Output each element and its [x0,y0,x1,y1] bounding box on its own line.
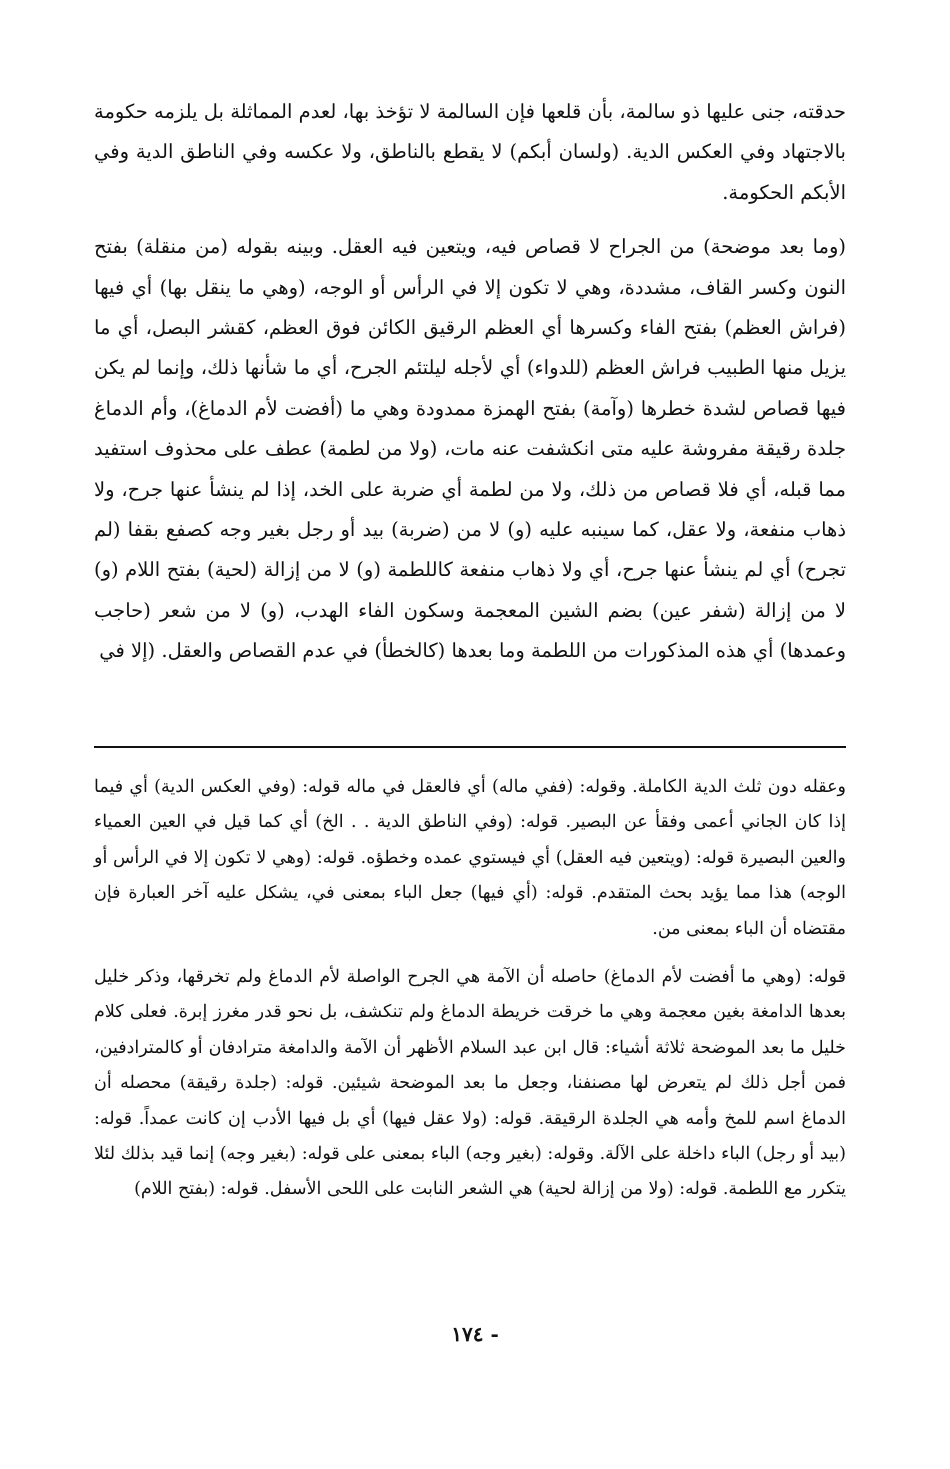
main-text [94,92,846,672]
page-number: - ١٧٤ [451,1322,499,1346]
footnote-divider [94,746,846,748]
footnote-paragraph-1: وعقله دون ثلث الدية الكاملة. وقوله: (ففي ماله) أي فالعقل في ماله قوله: (وفي العكس الدية) أي فيما إذا كان الجاني أعمى وفقأ عن البصير. قوله: (وفي الناطق الدية . . الخ) أي كما قيل في العين العمياء والعين البصيرة قوله: (ويتعين فيه العقل) أي فيستوي عمده وخطؤه. قوله: (وهي لا تكون إلا في الرأس أو الوجه) هذا مما يؤيد بحث المتقدم. قوله: (أي فيها) جعل الباء بمعنى في، يشكل عليه آخر العبارة فإن مقتضاه أن الباء بمعنى من. [94,777,846,939]
footnotes [94,770,846,1208]
main-paragraph-1: حدقته، جنى عليها ذو سالمة، بأن قلعها فإن السالمة لا تؤخذ بها، لعدم المماثلة بل يلزمه حكومة بالاجتهاد وفي العكس الدية. (ولسان أبكم) لا يقطع بالناطق، ولا عكسه وفي الناطق الدية وفي الأبكم الحكومة. [94,100,846,204]
footnote-paragraph-2: قوله: (وهي ما أفضت لأم الدماغ) حاصله أن الآمة هي الجرح الواصلة لأم الدماغ ولم تخرقها، وذكر خليل بعدها الدامغة بغين معجمة وهي ما خرقت خريطة الدماغ ولم تنكشف، بل نحو قدر مغرز إبرة. فعلى كلام خليل ما بعد الموضحة ثلاثة أشياء: قال ابن عبد السلام الأظهر أن الآمة والدامغة مترادفان أو كالمترادفين، فمن أجل ذلك لم يتعرض لها مصنفنا، وجعل ما بعد الموضحة شيئين. قوله: (جلدة رقيقة) محصله أن الدماغ اسم للمخ وأمه هي الجلدة الرقيقة. قوله: (ولا عقل فيها) أي بل فيها الأدب إن كانت عمداً. قوله: (بيد أو رجل) الباء داخلة على الآلة. وقوله: (بغير وجه) الباء بمعنى على قوله: (بغير وجه) إنما قيد بذلك لئلا يتكرر مع اللطمة. قوله: (ولا من إزالة لحية) هي الشعر النابت على اللحى الأسفل. قوله: (بفتح اللام) [94,967,846,1200]
main-paragraph-2: (وما بعد موضحة) من الجراح لا قصاص فيه، ويتعين فيه العقل. وبينه بقوله (من منقلة) بفتح النون وكسر القاف، مشددة، وهي لا تكون إلا في الرأس أو الوجه، (وهي ما ينقل بها) أي فيها (فراش العظم) بفتح الفاء وكسرها أي العظم الرقيق الكائن فوق العظم، كقشر البصل، أي ما يزيل منها الطبيب فراش العظم (للدواء) أي لأجله ليلتئم الجرح، أي ما شأنها ذلك، وإنما لم يكن فيها قصاص لشدة خطرها (وآمة) بفتح الهمزة ممدودة وهي ما (أفضت لأم الدماغ)، وأم الدماغ جلدة رقيقة مفروشة عليه متى انكشفت عنه مات، (ولا من لطمة) عطف على محذوف استفيد مما قبله، أي فلا قصاص من ذلك، ولا من لطمة أي ضربة على الخد، إذا لم ينشأ عنها جرح، ولا ذهاب منفعة، ولا عقل، كما سينبه عليه (و) لا من (ضربة) بيد أو رجل بغير وجه كصفع بقفا (لم تجرح) أي لم ينشأ عنها جرح، أي ولا ذهاب منفعة كاللطمة (و) لا من إزالة (لحية) بفتح اللام (و) لا من إزالة (شفر عين) بضم الشين المعجمة وسكون الفاء الهدب، (و) لا من شعر (حاجب وعمدها) أي هذه المذكورات من اللطمة وما بعدها (كالخطأ) في عدم القصاص والعقل. (إلا في [94,235,846,663]
